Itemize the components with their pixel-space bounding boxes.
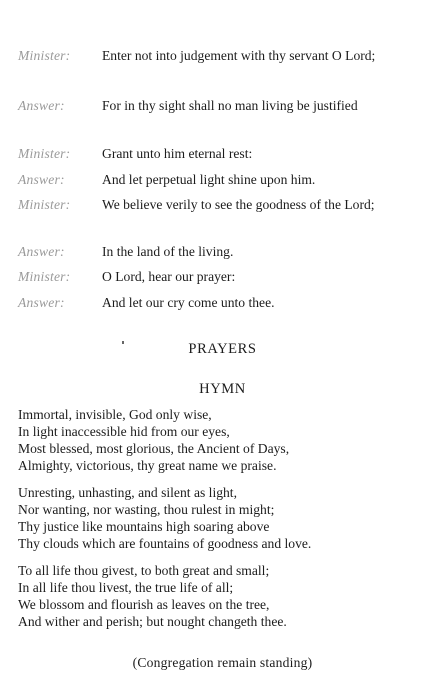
- prayers-heading: PRAYERS: [188, 341, 257, 357]
- response-row: [18, 294, 414, 311]
- congregation-instruction: (Congregation remain standing): [132, 655, 313, 670]
- hymn-line: Thy justice like mountains high soaring above: [18, 519, 270, 534]
- response-row: [18, 47, 414, 64]
- hymn-line: Nor wanting, nor wasting, thou rulest in might;: [18, 502, 275, 517]
- response-row: [18, 171, 414, 188]
- hymn-line: We blossom and flourish as leaves on the tree,: [18, 597, 270, 612]
- response-text: And let our cry come unto thee.: [102, 295, 275, 310]
- response-text: We believe verily to see the goodness of the Lord;: [102, 197, 375, 212]
- hymn-line: To all life thou givest, to both great and small;: [18, 563, 270, 578]
- response-row: [18, 196, 414, 213]
- hymn-line: Unresting, unhasting, and silent as light,: [18, 485, 237, 500]
- response-text: For in thy sight shall no man living be justified: [102, 98, 358, 113]
- response-text: Enter not into judgement with thy servant O Lord;: [102, 48, 376, 63]
- speaker-label: Answer:: [18, 295, 65, 310]
- response-row: [18, 97, 414, 114]
- speaker-label: Answer:: [18, 98, 65, 113]
- hymn-line: In light inaccessible hid from our eyes,: [18, 424, 230, 439]
- speaker-label: Minister:: [18, 197, 71, 212]
- response-row: [18, 145, 414, 162]
- response-text: In the land of the living.: [102, 244, 234, 259]
- speaker-label: Minister:: [18, 146, 71, 161]
- hymn-line: Thy clouds which are fountains of goodness and love.: [18, 536, 312, 551]
- response-row: [18, 243, 414, 260]
- hymn-heading: HYMN: [199, 381, 246, 397]
- response-text: And let perpetual light shine upon him.: [102, 172, 316, 187]
- response-text: Grant unto him eternal rest:: [102, 146, 253, 161]
- speaker-label: Minister:: [18, 48, 71, 63]
- speaker-label: Answer:: [18, 244, 65, 259]
- hymn-line: Immortal, invisible, God only wise,: [18, 407, 212, 422]
- response-row: [18, 268, 414, 285]
- hymn-line: Almighty, victorious, thy great name we praise.: [18, 458, 277, 473]
- hymn-line: And wither and perish; but nought changeth thee.: [18, 614, 287, 629]
- hymn-line: In all life thou livest, the true life of all;: [18, 580, 234, 595]
- response-text: O Lord, hear our prayer:: [102, 269, 236, 284]
- hymn-line: Most blessed, most glorious, the Ancient of Days,: [18, 441, 290, 456]
- speaker-label: Answer:: [18, 172, 65, 187]
- speaker-label: Minister:: [18, 269, 71, 284]
